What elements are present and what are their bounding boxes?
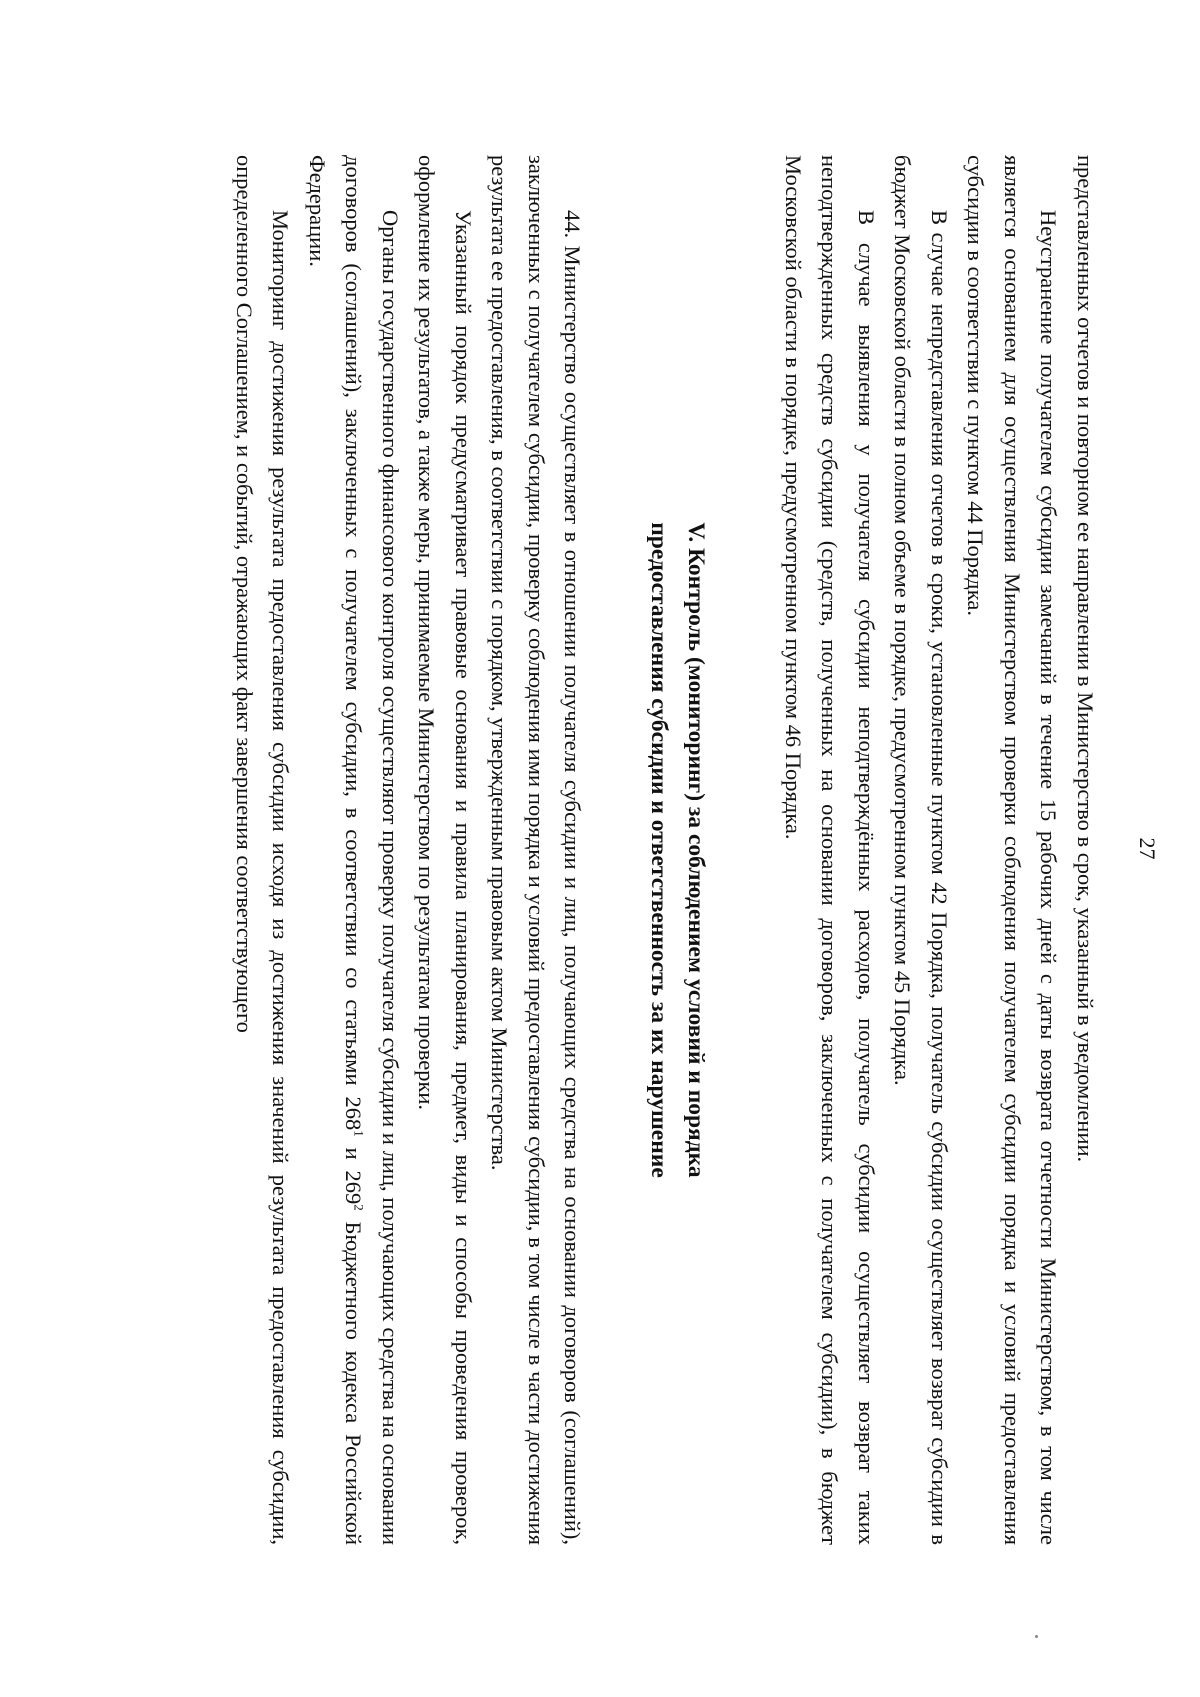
- document-body: [226, 155, 1104, 1545]
- superscript-2: 2: [352, 1204, 367, 1211]
- paragraph-unconfirmed-expenses: В случае выявления у получателя субсидии неподтверждённых расходов, получатель субсидии осуществляет возврат таких неподтвержденных средств субсидии (средств, полученных на основании договоров, заключенных с получателем субсидии), в бюджет Московской области в порядке, предусмотренном пунктом 46 Порядка.: [781, 155, 879, 1545]
- paragraph-remarks: Неустранение получателем субсидии замечаний в течение 15 рабочих дней с даты возврата отчетности Министерством, в том числе является основанием для осуществления Министерством проверки соблюдения получателем субсидии порядка и условий предоставления субсидии в соответствии с пунктом 44 Порядка.: [963, 155, 1062, 1545]
- section-heading-line-2: предоставления субсидии и ответственность за их нарушение: [646, 522, 673, 1178]
- paragraph-reports-missing: В случае непредставления отчетов в сроки, установленные пунктом 42 Порядка, получатель субсидии осуществляет возврат субсидии в бюджет Московской области в полном объеме в порядке, предусмотренном пунктом 45 Порядка.: [890, 155, 952, 1545]
- page-number: 27: [1135, 837, 1160, 860]
- scan-speck: [1035, 1635, 1038, 1638]
- paragraph-inspection-procedure: Указанный порядок предусматривает правовые основания и правила планирования, предмет, виды и способы проведения проверок, оформление их результатов, а также меры, принимаемые Министерством по результатам проверки.: [414, 155, 476, 1545]
- section-heading: [641, 155, 715, 1545]
- financial-control-text-end: Бюджетного кодекса Российской Федерации.: [305, 155, 367, 1546]
- paragraph-monitoring: Мониторинг достижения результата предоставления субсидии исходя из достижения значений результата предоставления субсидии, определенного Соглашением, и событий, отражающих факт завершения соответствующего: [232, 155, 294, 1545]
- financial-control-text-middle: и 269: [341, 1136, 367, 1205]
- superscript-1: 1: [352, 1130, 367, 1137]
- paragraph-financial-control: [299, 155, 409, 1545]
- section-heading-line-1: V. Контроль (мониторинг) за соблюдением условий и порядка: [683, 522, 710, 1178]
- paragraph-44: 44. Министерство осуществляет в отношении получателя субсидии и лиц, получающих средства на основании договоров (соглашений), заключенных с получателем субсидии, проверку соблюдения ими порядка и условий предоставления субсидии, в том числе в части достижения результата ее предоставления, в соответствии с порядком, утвержденным правовым актом Министерства.: [487, 155, 586, 1545]
- financial-control-text: Органы государственного финансового контроля осуществляют проверку получателя субсидии и лиц, получающих средства на основании договоров (соглашений), заключенных с получателем субсидии, в соответствии со статьями 268: [341, 155, 403, 1545]
- paragraph-continuation: представленных отчетов и повторном ее направлении в Министерство в срок, указанный в уведомлении.: [1073, 155, 1098, 1163]
